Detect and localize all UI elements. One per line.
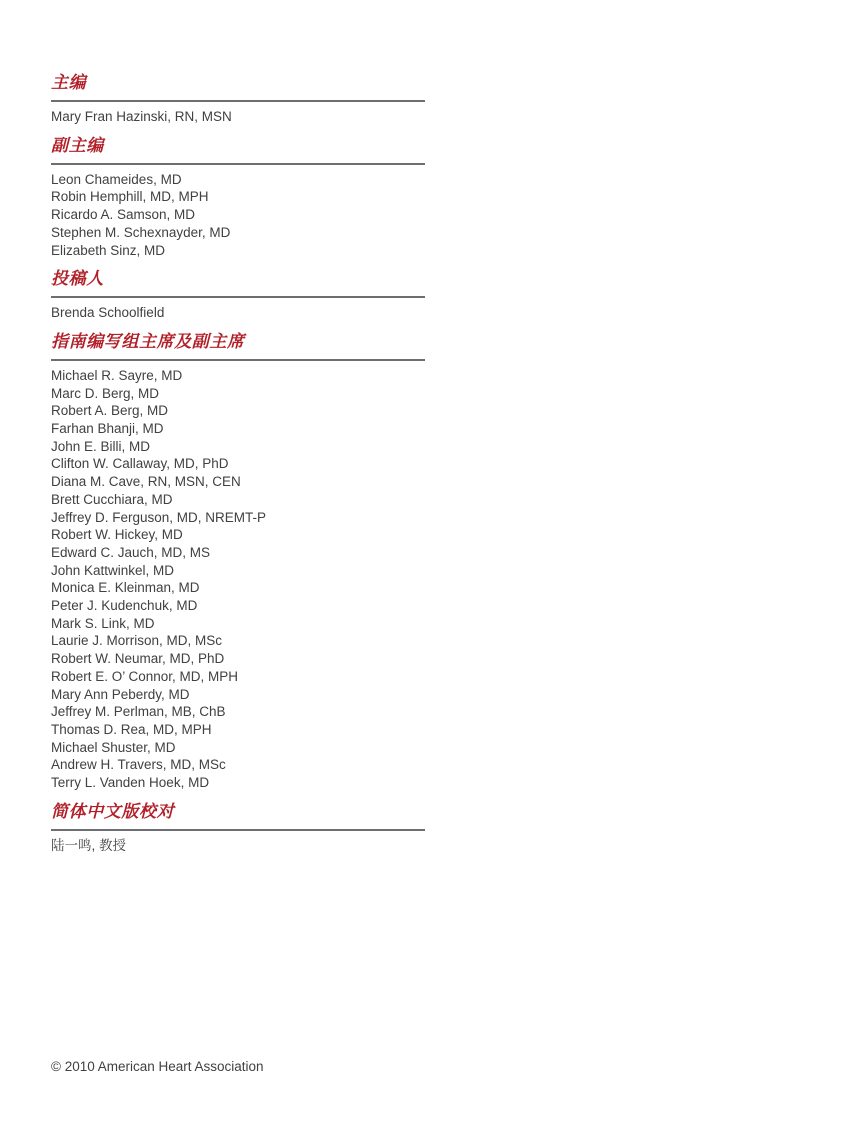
person-name: Michael R. Sayre, MD <box>51 367 183 383</box>
person-name: Ricardo A. Samson, MD <box>51 207 196 223</box>
person-name: Robin Hemphill, MD, MPH <box>51 189 209 205</box>
section-heading: 指南编写组主席及副主席 <box>51 331 245 351</box>
names-list <box>51 171 866 260</box>
person-name: Stephen M. Schexnayder, MD <box>51 224 231 240</box>
person-name: Elizabeth Sinz, MD <box>51 242 166 258</box>
section-heading: 简体中文版校对 <box>51 801 175 821</box>
section-heading: 投稿人 <box>51 269 104 289</box>
section-rule <box>51 359 425 361</box>
credits-section <box>51 332 866 792</box>
credits-section <box>51 136 866 260</box>
names-list <box>51 367 866 792</box>
person-name: Robert W. Neumar, MD, PhD <box>51 651 225 667</box>
person-name: Mary Ann Peberdy, MD <box>51 686 190 702</box>
person-name: Diana M. Cave, RN, MSN, CEN <box>51 474 241 490</box>
person-name: Andrew H. Travers, MD, MSc <box>51 757 226 773</box>
names-list <box>51 837 866 855</box>
person-name: Marc D. Berg, MD <box>51 385 160 401</box>
person-name: Brett Cucchiara, MD <box>51 491 173 507</box>
credits-section <box>51 802 866 855</box>
copyright-text: © 2010 American Heart Association <box>51 1059 264 1074</box>
section-rule <box>51 163 425 165</box>
person-name: Terry L. Vanden Hoek, MD <box>51 775 210 791</box>
person-name: Peter J. Kudenchuk, MD <box>51 598 198 614</box>
person-name: Robert A. Berg, MD <box>51 403 169 419</box>
person-name: Laurie J. Morrison, MD, MSc <box>51 633 223 649</box>
credits-section <box>51 73 866 126</box>
person-name: Michael Shuster, MD <box>51 739 176 755</box>
person-name: John Kattwinkel, MD <box>51 562 175 578</box>
section-rule <box>51 100 425 102</box>
person-name: Mary Fran Hazinski, RN, MSN <box>51 109 232 124</box>
person-name: Jeffrey D. Ferguson, MD, NREMT-P <box>51 509 267 525</box>
section-rule <box>51 829 425 831</box>
person-name: Farhan Bhanji, MD <box>51 421 164 437</box>
names-list <box>51 304 866 322</box>
person-name: Robert E. O’ Connor, MD, MPH <box>51 668 239 684</box>
person-name: Thomas D. Rea, MD, MPH <box>51 721 212 737</box>
person-name: Brenda Schoolfield <box>51 305 165 321</box>
section-heading: 副主编 <box>51 135 104 155</box>
person-name: 陆一鸣, 教授 <box>51 837 127 853</box>
person-name: John E. Billi, MD <box>51 438 151 454</box>
person-name: Robert W. Hickey, MD <box>51 527 183 543</box>
page-footer <box>51 1058 264 1075</box>
section-heading: 主编 <box>51 73 87 92</box>
credits-section <box>51 269 866 322</box>
section-rule <box>51 296 425 298</box>
person-name: Mark S. Link, MD <box>51 615 155 631</box>
person-name: Clifton W. Callaway, MD, PhD <box>51 456 229 472</box>
names-list <box>51 108 866 126</box>
person-name: Edward C. Jauch, MD, MS <box>51 544 211 560</box>
person-name: Monica E. Kleinman, MD <box>51 580 200 596</box>
person-name: Leon Chameides, MD <box>51 171 182 187</box>
person-name: Jeffrey M. Perlman, MB, ChB <box>51 704 226 720</box>
